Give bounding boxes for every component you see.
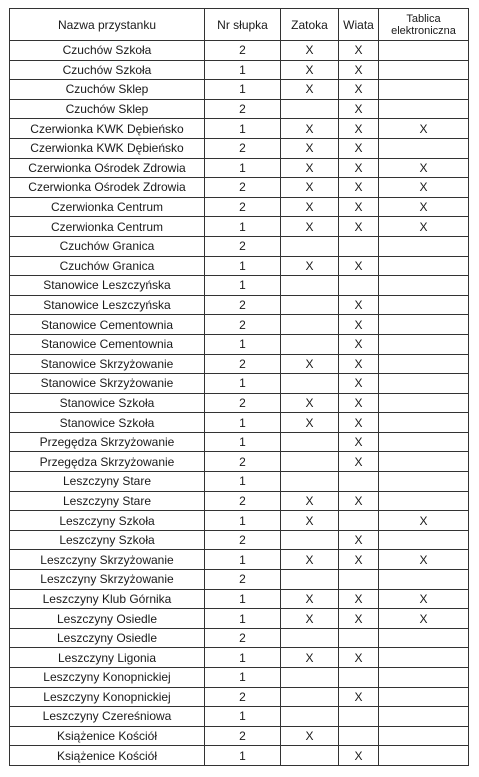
cell-post-number: 1 [205,707,281,727]
cell-electronic-display [379,295,469,315]
cell-bay: X [281,354,339,374]
cell-bay [281,628,339,648]
table-row [10,511,469,531]
cell-electronic-display [379,746,469,766]
cell-post-number: 1 [205,511,281,531]
table-row [10,41,469,61]
cell-shelter: X [339,589,379,609]
table-row [10,217,469,237]
cell-electronic-display [379,687,469,707]
cell-post-number: 1 [205,80,281,100]
table-row [10,472,469,492]
cell-shelter: X [339,452,379,472]
cell-bay: X [281,648,339,668]
cell-shelter [339,628,379,648]
cell-post-number: 1 [205,413,281,433]
cell-stop-name: Leszczyny Szkoła [10,530,205,550]
cell-bay [281,746,339,766]
cell-bay: X [281,217,339,237]
cell-electronic-display: X [379,550,469,570]
cell-stop-name: Leszczyny Skrzyżowanie [10,550,205,570]
table-row [10,276,469,296]
cell-electronic-display: X [379,511,469,531]
cell-bay [281,236,339,256]
cell-shelter: X [339,99,379,119]
cell-shelter: X [339,432,379,452]
cell-bay [281,668,339,688]
cell-electronic-display [379,41,469,61]
cell-bay [281,707,339,727]
header-post-number: Nr słupka [205,9,281,41]
cell-shelter: X [339,354,379,374]
cell-post-number: 2 [205,99,281,119]
cell-shelter: X [339,119,379,139]
cell-post-number: 2 [205,393,281,413]
cell-bay: X [281,256,339,276]
cell-post-number: 1 [205,648,281,668]
cell-shelter: X [339,315,379,335]
cell-post-number: 1 [205,60,281,80]
cell-shelter: X [339,295,379,315]
cell-post-number: 1 [205,158,281,178]
table-row [10,197,469,217]
cell-post-number: 1 [205,119,281,139]
cell-shelter: X [339,393,379,413]
cell-post-number: 1 [205,432,281,452]
table-row [10,726,469,746]
header-bay: Zatoka [281,9,339,41]
cell-electronic-display [379,334,469,354]
cell-bay: X [281,41,339,61]
bus-stop-table [9,8,469,766]
cell-stop-name: Leszczyny Klub Górnika [10,589,205,609]
cell-shelter: X [339,374,379,394]
cell-stop-name: Leszczyny Szkoła [10,511,205,531]
cell-post-number: 1 [205,374,281,394]
cell-electronic-display [379,354,469,374]
cell-bay [281,276,339,296]
table-row [10,432,469,452]
cell-shelter [339,511,379,531]
cell-electronic-display: X [379,589,469,609]
cell-stop-name: Stanowice Szkoła [10,413,205,433]
cell-shelter [339,276,379,296]
table-row [10,589,469,609]
table-row [10,648,469,668]
cell-electronic-display [379,668,469,688]
cell-bay [281,334,339,354]
cell-post-number: 1 [205,334,281,354]
cell-shelter [339,236,379,256]
table-row [10,668,469,688]
cell-stop-name: Czerwionka KWK Dębieńsko [10,119,205,139]
cell-bay [281,452,339,472]
cell-post-number: 2 [205,197,281,217]
cell-stop-name: Leszczyny Ligonia [10,648,205,668]
cell-shelter [339,668,379,688]
cell-stop-name: Czerwionka Centrum [10,197,205,217]
cell-stop-name: Książenice Kościół [10,726,205,746]
cell-shelter: X [339,334,379,354]
cell-stop-name: Czerwionka Ośrodek Zdrowia [10,158,205,178]
cell-electronic-display [379,648,469,668]
cell-stop-name: Czerwionka KWK Dębieńsko [10,138,205,158]
cell-shelter: X [339,60,379,80]
table-row [10,746,469,766]
table-row [10,393,469,413]
cell-stop-name: Stanowice Szkoła [10,393,205,413]
cell-post-number: 1 [205,609,281,629]
cell-electronic-display [379,472,469,492]
cell-electronic-display [379,570,469,590]
cell-stop-name: Leszczyny Czereśniowa [10,707,205,727]
cell-post-number: 2 [205,726,281,746]
cell-stop-name: Leszczyny Konopnickiej [10,668,205,688]
cell-bay [281,530,339,550]
cell-electronic-display: X [379,217,469,237]
cell-stop-name: Przegędza Skrzyżowanie [10,432,205,452]
cell-post-number: 2 [205,452,281,472]
cell-electronic-display [379,60,469,80]
cell-bay: X [281,178,339,198]
cell-electronic-display [379,491,469,511]
table-header-row [10,9,469,41]
table-row [10,570,469,590]
cell-bay: X [281,158,339,178]
cell-post-number: 2 [205,354,281,374]
cell-shelter [339,472,379,492]
cell-stop-name: Leszczyny Stare [10,491,205,511]
cell-shelter: X [339,746,379,766]
cell-post-number: 2 [205,295,281,315]
table-row [10,119,469,139]
cell-shelter [339,570,379,590]
cell-shelter: X [339,491,379,511]
cell-electronic-display [379,432,469,452]
table-row [10,452,469,472]
cell-stop-name: Leszczyny Stare [10,472,205,492]
cell-bay [281,687,339,707]
cell-electronic-display [379,276,469,296]
cell-shelter [339,726,379,746]
cell-stop-name: Stanowice Leszczyńska [10,276,205,296]
cell-electronic-display [379,138,469,158]
table-row [10,99,469,119]
cell-electronic-display [379,452,469,472]
cell-stop-name: Czuchów Granica [10,236,205,256]
cell-shelter: X [339,256,379,276]
table-row [10,334,469,354]
cell-bay [281,570,339,590]
header-electronic-display: Tablica elektroniczna [379,9,469,41]
table-row [10,609,469,629]
cell-post-number: 2 [205,530,281,550]
table-row [10,80,469,100]
cell-bay: X [281,609,339,629]
cell-electronic-display: X [379,197,469,217]
cell-stop-name: Czuchów Sklep [10,99,205,119]
cell-bay: X [281,393,339,413]
cell-electronic-display [379,80,469,100]
table-row [10,158,469,178]
cell-stop-name: Czerwionka Centrum [10,217,205,237]
cell-bay: X [281,589,339,609]
cell-shelter: X [339,609,379,629]
cell-post-number: 1 [205,276,281,296]
cell-shelter: X [339,550,379,570]
cell-bay: X [281,550,339,570]
cell-electronic-display [379,726,469,746]
cell-bay: X [281,119,339,139]
header-stop-name: Nazwa przystanku [10,9,205,41]
table-row [10,256,469,276]
header-shelter: Wiata [339,9,379,41]
cell-stop-name: Stanowice Skrzyżowanie [10,354,205,374]
cell-post-number: 2 [205,687,281,707]
cell-post-number: 1 [205,668,281,688]
cell-stop-name: Czuchów Szkoła [10,60,205,80]
table-row [10,374,469,394]
cell-bay: X [281,491,339,511]
table-row [10,687,469,707]
cell-bay: X [281,726,339,746]
cell-bay [281,315,339,335]
cell-bay: X [281,138,339,158]
cell-shelter: X [339,530,379,550]
cell-electronic-display [379,236,469,256]
table-row [10,315,469,335]
table-row [10,295,469,315]
cell-electronic-display: X [379,609,469,629]
cell-bay: X [281,413,339,433]
cell-stop-name: Stanowice Leszczyńska [10,295,205,315]
cell-shelter: X [339,178,379,198]
cell-post-number: 2 [205,570,281,590]
cell-stop-name: Przegędza Skrzyżowanie [10,452,205,472]
cell-stop-name: Leszczyny Osiedle [10,628,205,648]
table-row [10,60,469,80]
cell-electronic-display [379,393,469,413]
table-row [10,354,469,374]
cell-post-number: 1 [205,589,281,609]
cell-post-number: 1 [205,217,281,237]
cell-stop-name: Leszczyny Osiedle [10,609,205,629]
table-row [10,550,469,570]
cell-electronic-display [379,315,469,335]
cell-bay: X [281,80,339,100]
table-row [10,413,469,433]
table-row [10,138,469,158]
cell-stop-name: Stanowice Cementownia [10,315,205,335]
cell-post-number: 1 [205,256,281,276]
cell-post-number: 2 [205,138,281,158]
cell-stop-name: Stanowice Cementownia [10,334,205,354]
cell-stop-name: Leszczyny Konopnickiej [10,687,205,707]
cell-electronic-display: X [379,119,469,139]
cell-electronic-display [379,374,469,394]
cell-stop-name: Leszczyny Skrzyżowanie [10,570,205,590]
table-row [10,628,469,648]
cell-bay [281,295,339,315]
table-row [10,178,469,198]
cell-shelter: X [339,217,379,237]
cell-bay [281,374,339,394]
cell-post-number: 2 [205,491,281,511]
cell-post-number: 1 [205,550,281,570]
cell-post-number: 2 [205,236,281,256]
table-row [10,530,469,550]
cell-shelter [339,707,379,727]
cell-shelter: X [339,197,379,217]
cell-electronic-display [379,99,469,119]
cell-post-number: 2 [205,178,281,198]
cell-bay [281,99,339,119]
cell-post-number: 2 [205,315,281,335]
table-row [10,491,469,511]
cell-post-number: 1 [205,472,281,492]
table-row [10,236,469,256]
table-row [10,707,469,727]
cell-electronic-display [379,413,469,433]
cell-stop-name: Czuchów Szkoła [10,41,205,61]
cell-shelter: X [339,413,379,433]
cell-electronic-display [379,530,469,550]
cell-electronic-display [379,707,469,727]
cell-stop-name: Czerwionka Ośrodek Zdrowia [10,178,205,198]
cell-bay: X [281,60,339,80]
cell-bay: X [281,511,339,531]
cell-bay [281,472,339,492]
cell-shelter: X [339,41,379,61]
cell-stop-name: Czuchów Sklep [10,80,205,100]
cell-shelter: X [339,648,379,668]
cell-electronic-display [379,256,469,276]
cell-post-number: 1 [205,746,281,766]
table-body [10,41,469,766]
cell-shelter: X [339,80,379,100]
cell-bay [281,432,339,452]
cell-electronic-display [379,628,469,648]
cell-electronic-display: X [379,178,469,198]
cell-post-number: 2 [205,41,281,61]
cell-shelter: X [339,158,379,178]
cell-shelter: X [339,138,379,158]
cell-stop-name: Stanowice Skrzyżowanie [10,374,205,394]
cell-shelter: X [339,687,379,707]
cell-stop-name: Czuchów Granica [10,256,205,276]
cell-electronic-display: X [379,158,469,178]
cell-bay: X [281,197,339,217]
cell-post-number: 2 [205,628,281,648]
cell-stop-name: Książenice Kościół [10,746,205,766]
